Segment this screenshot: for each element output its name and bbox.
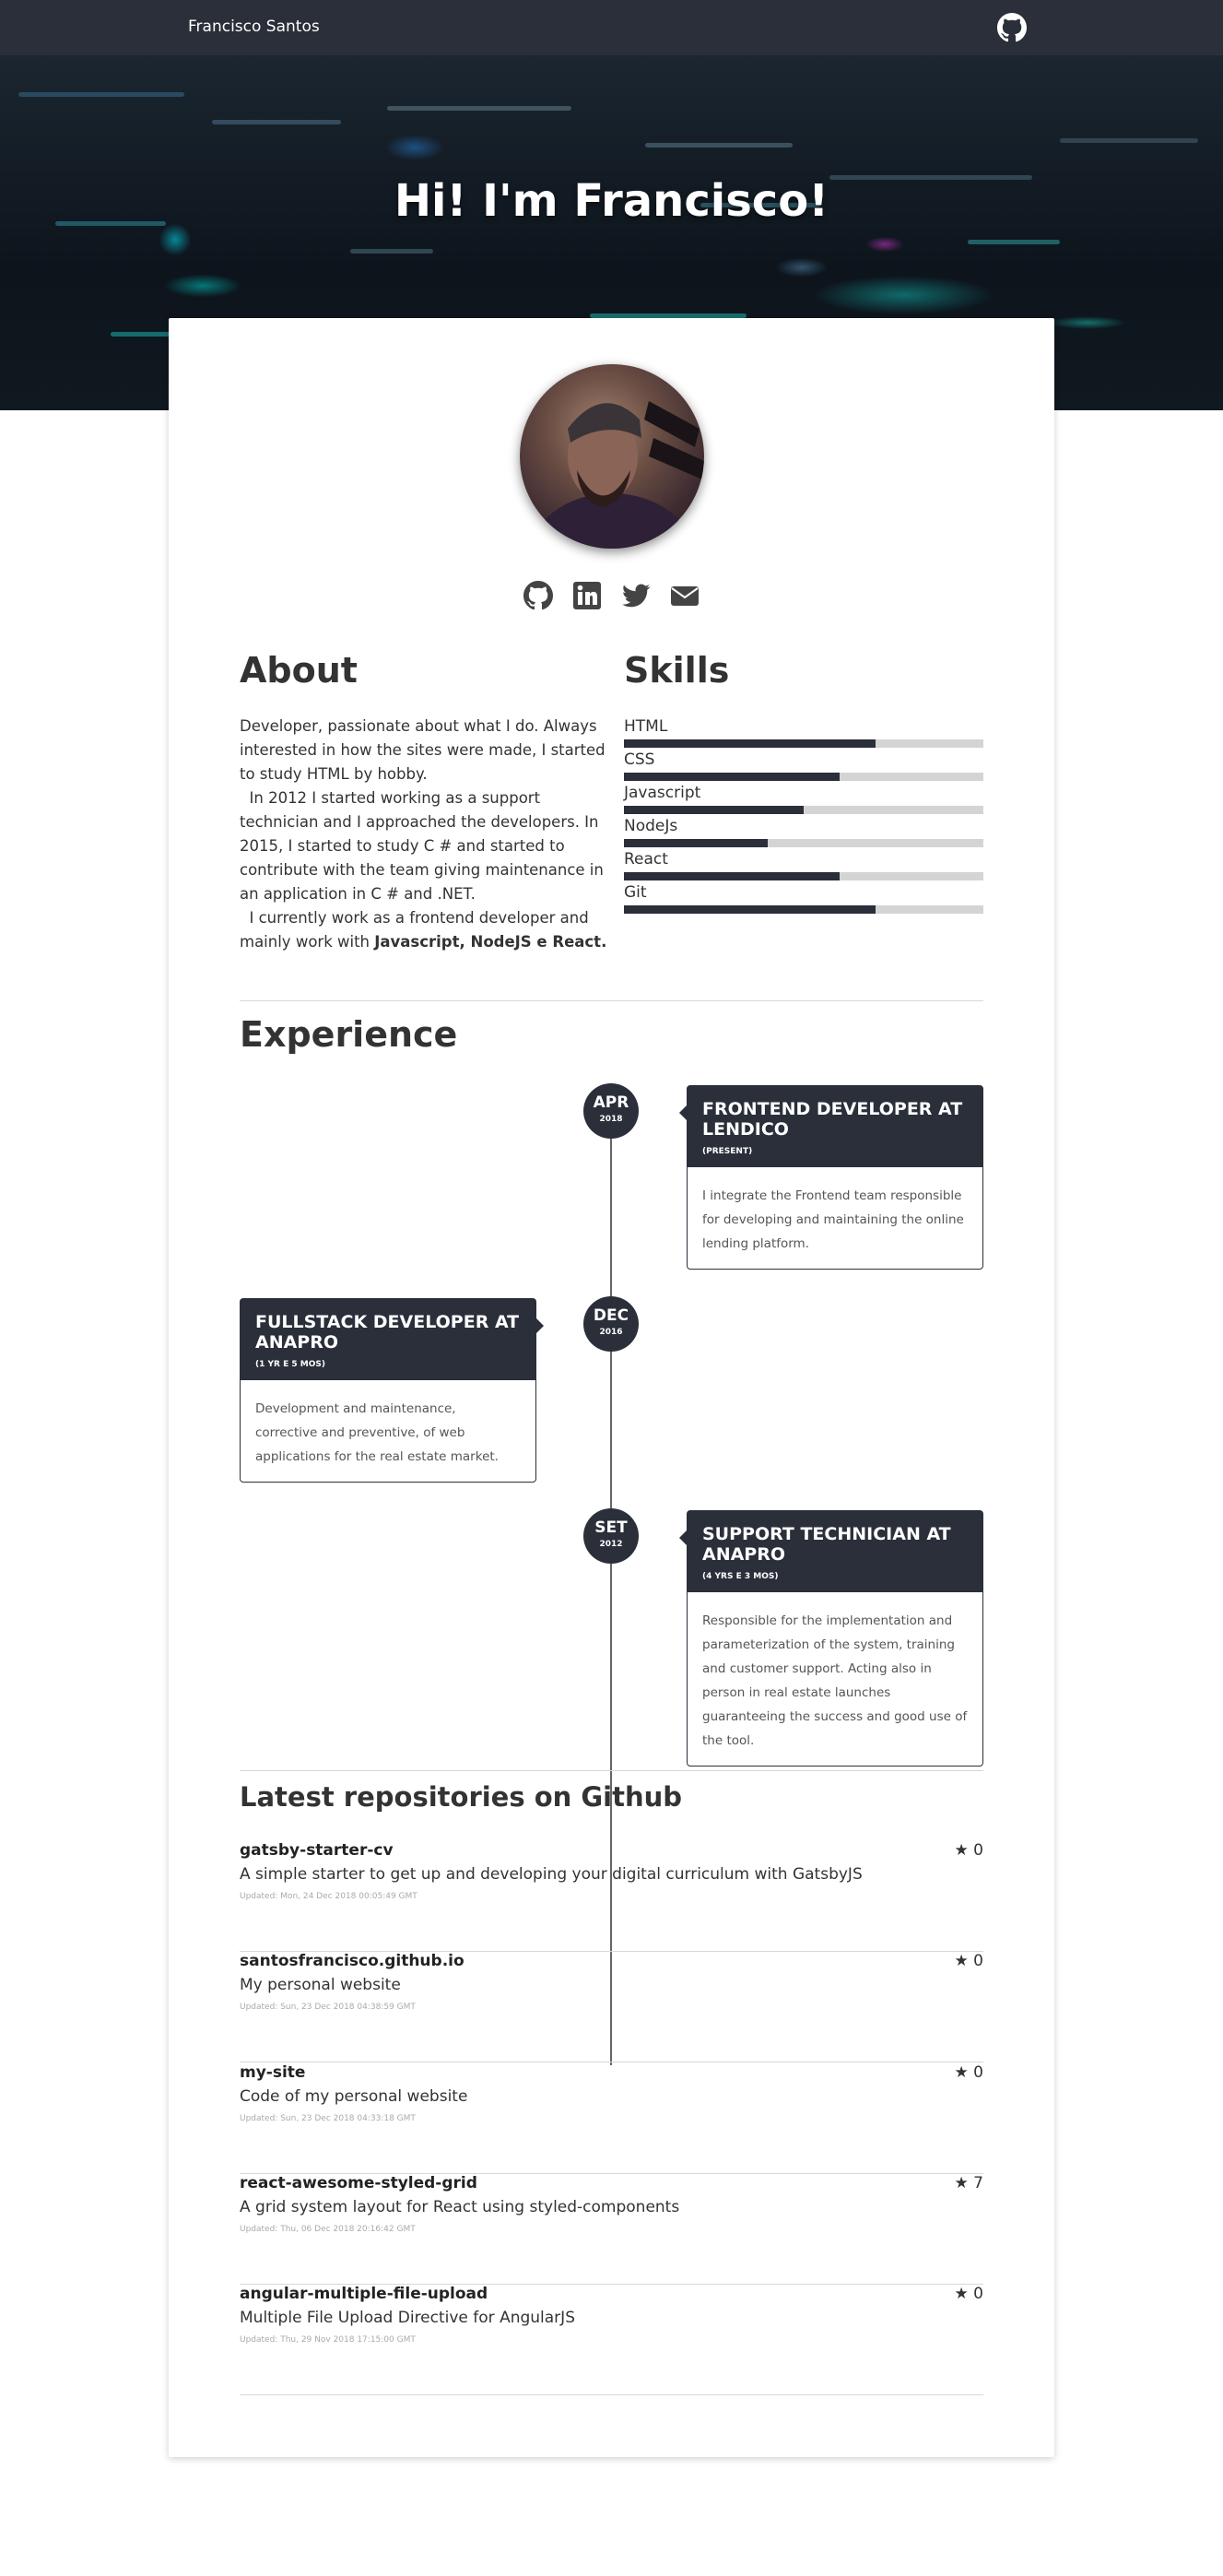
skill-label: Javascript	[624, 784, 701, 802]
experience-title: FULLSTACK DEVELOPER AT ANAPRO	[255, 1312, 520, 1353]
twitter-icon[interactable]	[621, 581, 651, 610]
card-pointer	[535, 1318, 544, 1334]
skill-item	[624, 816, 983, 849]
experience-card	[240, 1298, 536, 1483]
envelope-icon[interactable]	[670, 581, 700, 610]
hero-title: Hi! I'm Francisco!	[394, 175, 829, 227]
navbar	[0, 0, 1223, 55]
brand-name[interactable]: Francisco Santos	[188, 18, 320, 36]
repo-description: A grid system layout for React using styled-components	[240, 2198, 680, 2216]
experience-title: SUPPORT TECHNICIAN AT ANAPRO	[702, 1524, 951, 1565]
github-icon[interactable]	[523, 581, 553, 610]
skill-fill	[624, 872, 840, 880]
repo-stars: ★ 0	[954, 1841, 983, 1860]
repo-stars: ★ 0	[954, 2285, 983, 2303]
skill-bar	[624, 872, 983, 880]
experience-card	[687, 1510, 983, 1767]
repo-stars: ★ 0	[954, 2063, 983, 2082]
repo-description: Multiple File Upload Directive for AngularJS	[240, 2309, 575, 2327]
experience-description: Responsible for the implementation and parameterization of the system, training and customer support. Acting also in person in real estate launches guaranteeing the success and good use of the tool.	[702, 1613, 968, 1748]
about-text	[240, 715, 608, 954]
skill-item	[624, 849, 983, 882]
repo-stars: ★ 7	[954, 2174, 983, 2192]
skill-label: React	[624, 850, 668, 869]
experience-period: (4 YRS E 3 MOS)	[702, 1572, 779, 1581]
skill-bar	[624, 839, 983, 847]
skill-bar	[624, 806, 983, 814]
about-highlight: Javascript, NodeJS e React.	[374, 933, 607, 951]
skill-fill	[624, 905, 876, 914]
social-links	[169, 581, 1054, 614]
repo-name[interactable]: angular-multiple-file-upload	[240, 2285, 488, 2303]
experience-description: Development and maintenance, corrective and preventive, of web applications for the real estate market.	[255, 1401, 499, 1464]
experience-period: (PRESENT)	[702, 1147, 753, 1156]
repo-item	[240, 1841, 983, 1952]
skill-bar	[624, 739, 983, 748]
repo-name[interactable]: gatsby-starter-cv	[240, 1841, 394, 1860]
divider	[240, 1770, 983, 1771]
skill-item	[624, 882, 983, 916]
repo-description: My personal website	[240, 1976, 401, 1994]
skill-fill	[624, 806, 804, 814]
repo-item	[240, 2174, 983, 2285]
repos-heading: Latest repositories on Github	[240, 1781, 683, 1813]
experience-description: I integrate the Frontend team responsible for developing and maintaining the online lending platform.	[702, 1188, 964, 1251]
timeline-date: APR 2018	[583, 1083, 639, 1139]
repo-stars: ★ 0	[954, 1952, 983, 1970]
repo-description: A simple starter to get up and developing your digital curriculum with GatsbyJS	[240, 1865, 863, 1884]
timeline-date: SET 2012	[583, 1508, 639, 1564]
repo-name[interactable]: my-site	[240, 2063, 306, 2082]
about-heading: About	[240, 650, 358, 691]
github-icon[interactable]	[997, 13, 1027, 42]
about-paragraph-1: Developer, passionate about what I do. Always interested in how the sites were made, I started to study HTML by hobby.	[240, 717, 606, 783]
repo-item	[240, 2285, 983, 2395]
repo-item	[240, 1952, 983, 2062]
timeline-date: DEC 2016	[583, 1296, 639, 1352]
experience-card	[687, 1085, 983, 1270]
about-paragraph-2: In 2012 I started working as a support technician and I approached the developers. In 2015, I started to study C # and started to contribute with the team giving maintenance in an application in C # and .NET.	[240, 789, 604, 903]
skills-heading: Skills	[624, 650, 730, 691]
skill-fill	[624, 839, 768, 847]
repo-description: Code of my personal website	[240, 2087, 468, 2106]
cv-card	[169, 318, 1054, 2457]
skill-label: HTML	[624, 717, 668, 736]
card-pointer	[679, 1105, 688, 1121]
skill-label: CSS	[624, 750, 655, 769]
repo-updated: Updated: Sun, 23 Dec 2018 04:38:59 GMT	[240, 2003, 416, 2012]
experience-heading: Experience	[240, 1014, 458, 1055]
card-pointer	[679, 1530, 688, 1546]
skill-label: NodeJs	[624, 817, 678, 835]
skill-bar	[624, 905, 983, 914]
about-paragraph-3: I currently work as a frontend developer and mainly work with	[240, 909, 589, 951]
repo-name[interactable]: react-awesome-styled-grid	[240, 2174, 477, 2192]
experience-period: (1 YR E 5 MOS)	[255, 1360, 325, 1369]
skill-label: Git	[624, 883, 647, 902]
repo-name[interactable]: santosfrancisco.github.io	[240, 1952, 465, 1970]
repo-updated: Updated: Mon, 24 Dec 2018 00:05:49 GMT	[240, 1892, 417, 1901]
repo-item	[240, 2063, 983, 2174]
skill-item	[624, 716, 983, 750]
repo-updated: Updated: Thu, 06 Dec 2018 20:16:42 GMT	[240, 2225, 416, 2234]
experience-title: FRONTEND DEVELOPER AT LENDICO	[702, 1099, 963, 1140]
avatar	[520, 364, 704, 549]
skill-fill	[624, 773, 840, 781]
divider	[240, 1000, 983, 1001]
skill-bar	[624, 773, 983, 781]
repo-updated: Updated: Sun, 23 Dec 2018 04:33:18 GMT	[240, 2114, 416, 2123]
skill-item	[624, 750, 983, 783]
repo-updated: Updated: Thu, 29 Nov 2018 17:15:00 GMT	[240, 2335, 416, 2345]
skill-fill	[624, 739, 876, 748]
skills-list	[624, 716, 983, 916]
skill-item	[624, 783, 983, 816]
linkedin-icon[interactable]	[572, 581, 602, 610]
